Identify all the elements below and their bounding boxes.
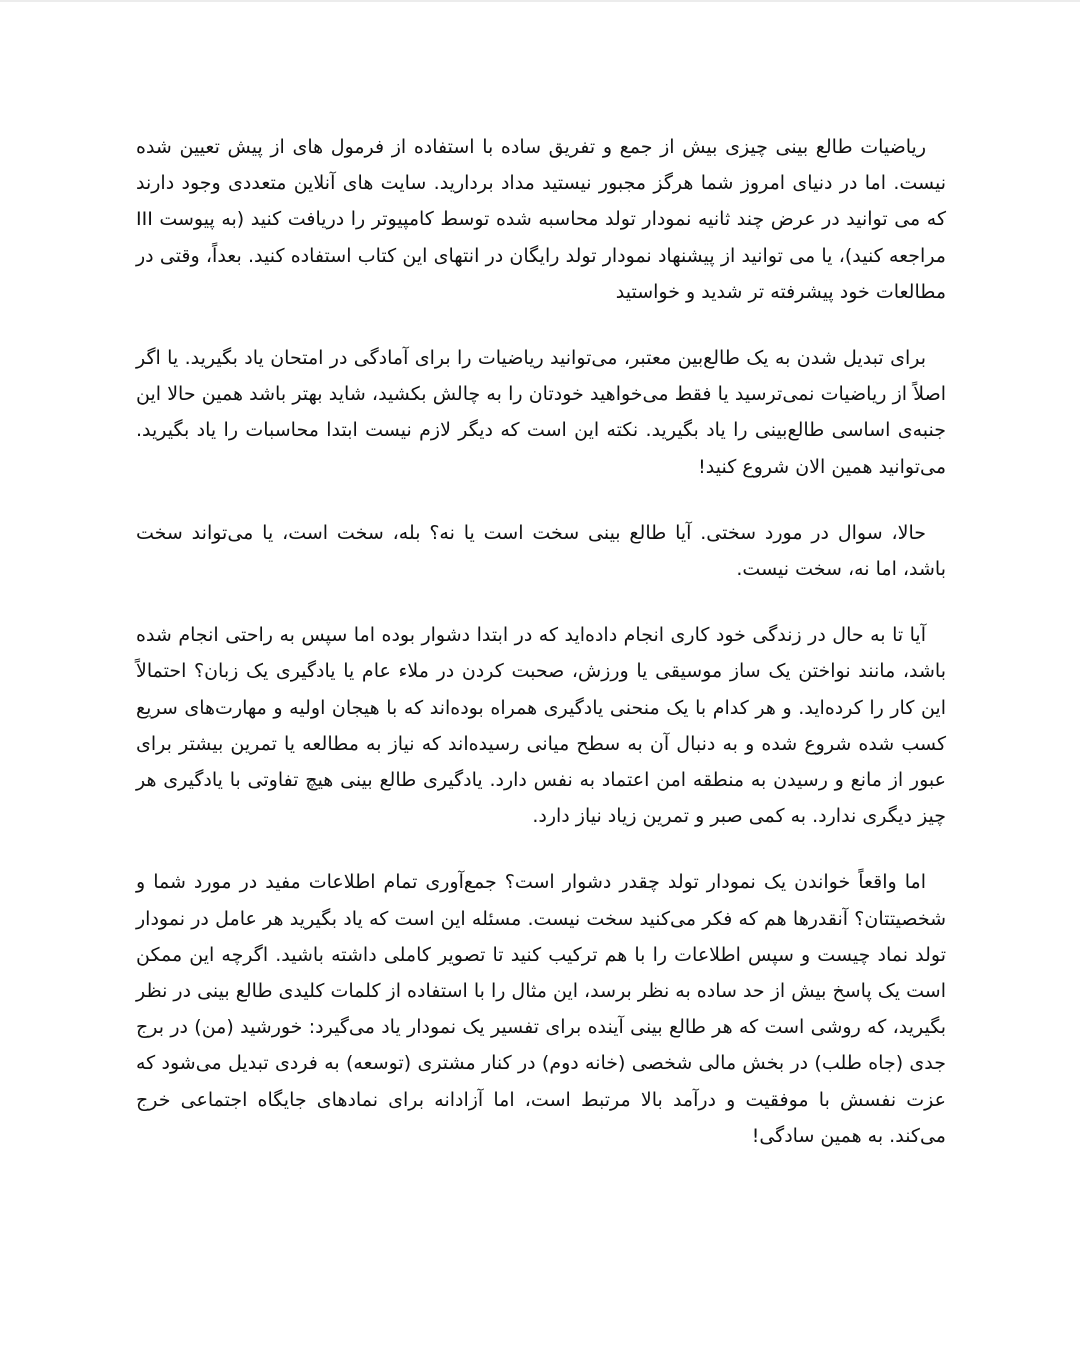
paragraph-becoming-astrologer: برای تبدیل شدن به یک طالع‌بین معتبر، می‌توانید ریاضیات را برای آمادگی در امتحان یاد بگیرید. یا اگر اصلاً از ریاضیات نمی‌ترسید یا فقط می‌خواهید خودتان را به چالش بکشید، شاید بهتر باشد همین حالا این جنبه‌ی اساسی طالع‌بینی را یاد بگیرید. نکته این است که دیگر لازم نیست ابتدا محاسبات را یاد بگیرید. می‌توانید همین الان شروع کنید! bbox=[136, 347, 946, 478]
paragraph-reading-chart: اما واقعاً خواندن یک نمودار تولد چقدر دشوار است؟ جمع‌آوری تمام اطلاعات مفید در مورد شما و شخصیتتان؟ آنقدرها هم که فکر می‌کنید سخت نیست. مسئله این است که یاد بگیرید هر عامل در نمودار تولد نماد چیست و سپس اطلاعات را با هم ترکیب کنید تا تصویر کاملی داشته باشید. اگرچه این ممکن است یک پاسخ بیش از حد ساده به نظر برسد، این مثال را با استفاده از کلمات کلیدی طالع بینی در نظر بگیرید، که روشی است که هر طالع بینی آینده برای تفسیر یک نمودار یاد می‌گیرد: خورشید (من) در برج جدی (جاه طلب) در بخش مالی شخصی (خانه دوم) در کنار مشتری (توسعه) به فردی تبدیل می‌شود که عزت نفسش با موفقیت و درآمد بالا مرتبط است، اما آزادانه برای نمادهای جایگاه اجتماعی خرج می‌کند. به همین سادگی! bbox=[136, 871, 946, 1147]
paragraph-learning-curve: آیا تا به حال در زندگی خود کاری انجام داده‌اید که در ابتدا دشوار بوده اما سپس به راحتی انجام شده باشد، مانند نواختن یک ساز موسیقی یا ورزش، صحبت کردن در ملاء عام یا یادگیری یک زبان؟ احتمالاً این کار را کرده‌اید. و هر کدام با یک منحنی یادگیری همراه بوده‌اند که با هیجان اولیه و مهارت‌های سریع کسب شده شروع شده و به دنبال آن به سطح میانی رسیده‌اند که نیاز به مطالعه یا تمرین بیشتر برای عبور از مانع و رسیدن به منطقه امن اعتماد به نفس دارد. یادگیری طالع بینی هیچ تفاوتی با یادگیری هر چیز دیگری ندارد. به کمی صبر و تمرین زیاد نیاز دارد. bbox=[136, 624, 946, 828]
document-page bbox=[136, 129, 946, 1184]
paragraph-difficulty: حالا، سوال در مورد سختی. آیا طالع بینی سخت است یا نه؟ بله، سخت است، یا می‌تواند سخت باشد، اما نه، سخت نیست. bbox=[136, 521, 946, 581]
paragraph-math: ریاضیات طالع بینی چیزی بیش از جمع و تفریق ساده با استفاده از فرمول های از پیش تعیین شده نیست. اما در دنیای امروز شما هرگز مجبور نیستید مداد بردارید. سایت های آنلاین متعددی وجود دارند که می توانید در عرض چند ثانیه نمودار تولد محاسبه شده توسط کامپیوتر را دریافت کنید (به پیوست III مراجعه کنید)، یا می توانید از پیشنهاد نمودار تولد رایگان در انتهای این کتاب استفاده کنید. بعداً، وقتی در مطالعات خود پیشرفته تر شدید و خواستید bbox=[136, 136, 946, 303]
